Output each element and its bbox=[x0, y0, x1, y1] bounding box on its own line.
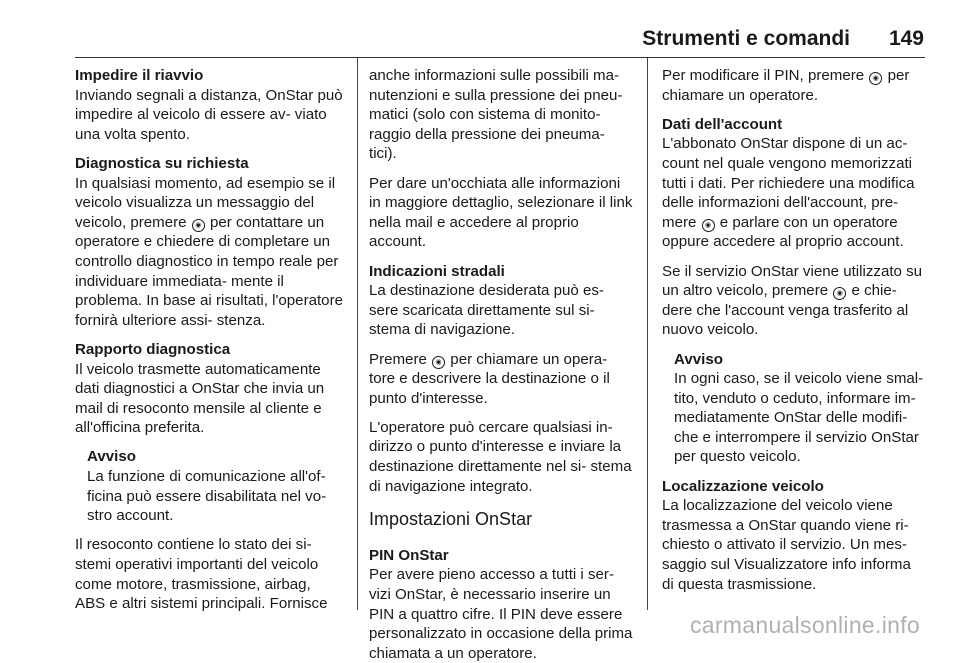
column-1 bbox=[75, 66, 343, 623]
column-divider-1 bbox=[357, 58, 358, 610]
column-3 bbox=[662, 66, 926, 594]
section-localizzazione-veicolo bbox=[662, 477, 926, 595]
onstar-button-icon: ◉ bbox=[192, 219, 205, 232]
onstar-button-icon: ◉ bbox=[869, 72, 882, 85]
paragraph: Se il servizio OnStar viene utilizzato su un altro veicolo, premere ◉ e chie- dere che l'account venga trasferito al nuovo veicolo. bbox=[662, 262, 923, 339]
section-heading: Diagnostica su richiesta bbox=[75, 154, 249, 172]
onstar-button-icon: ◉ bbox=[432, 356, 445, 369]
paragraph: anche informazioni sulle possibili ma- nutenzioni e sulla pressione dei pneu- matici (solo con sistema di monito- raggio della pressione dei pneuma- tici). bbox=[369, 67, 623, 163]
paragraph: Per avere pieno accesso a tutti i ser- vizi OnStar, è necessario inserire un PIN a quattro cifre. Il PIN deve essere personalizzato in occasione della prima chiamata a un operatore. bbox=[369, 566, 633, 662]
section-indicazioni-stradali bbox=[369, 262, 635, 340]
section-title: Impostazioni OnStar bbox=[369, 508, 533, 529]
notice-heading: Avviso bbox=[674, 350, 723, 368]
section-rapporto-diagnostica bbox=[75, 340, 343, 438]
onstar-button-icon: ◉ bbox=[833, 287, 846, 300]
header-title: Strumenti e comandi bbox=[642, 27, 850, 50]
paragraph: Inviando segnali a distanza, OnStar può impedire al veicolo di essere av- viato una volta spento. bbox=[75, 86, 343, 143]
paragraph: L'operatore può cercare qualsiasi in- dirizzo o punto d'interesse e inviare la destinazione direttamente nel si- stema di navigazione integrato. bbox=[369, 418, 632, 495]
column-divider-2 bbox=[647, 58, 648, 610]
watermark: carmanualsonline.info bbox=[689, 612, 920, 638]
column-2 bbox=[369, 66, 635, 663]
paragraph: Il veicolo trasmette automaticamente dati diagnostici a OnStar che invia un mail di resoconto mensile al cliente e all'officina preferita. bbox=[75, 360, 325, 437]
paragraph: L'abbonato OnStar dispone di un ac- count nel quale vengono memorizzati tutti i dati. Per richiedere una modifica delle informazioni dell'account, pre- mere ◉ e parlare con un operatore oppure accedere al proprio account. bbox=[662, 135, 915, 251]
paragraph: Il resoconto contiene lo stato dei si- stemi operativi importanti del veicolo come motore, trasmissione, airbag, ABS e altri sistemi principali. Fornisce bbox=[75, 536, 328, 613]
paragraph: La destinazione desiderata può es- sere scaricata direttamente sul si- stema di navigazione. bbox=[369, 282, 604, 339]
onstar-button-icon: ◉ bbox=[702, 219, 715, 232]
notice-text: In ogni caso, se il veicolo viene smal- tito, venduto o ceduto, informare im- mediatamente OnStar delle modifi- che e interrompere il servizio OnStar per questo veicolo. bbox=[674, 370, 924, 466]
page-number: 149 bbox=[888, 27, 924, 50]
section-heading: Impedire il riavvio bbox=[75, 67, 204, 84]
section-pin-onstar bbox=[369, 546, 635, 663]
notice-heading: Avviso bbox=[87, 448, 136, 466]
notice-box bbox=[87, 447, 343, 525]
header-rule bbox=[75, 57, 925, 58]
paragraph: Premere ◉ per chiamare un opera- tore e descrivere la destinazione o il punto d'interesse. bbox=[369, 350, 610, 407]
section-impedire-riavvio bbox=[75, 66, 343, 144]
page-header bbox=[0, 0, 960, 56]
section-dati-account bbox=[662, 115, 926, 252]
paragraph: In qualsiasi momento, ad esempio se il veicolo visualizza un messaggio del veicolo, premere ◉ per contattare un operatore e chiedere di completare un controllo diagnostico in tempo reale per individuare immediata- mente il problema. In base ai risultati, l'operatore fornirà ulteriore assi- stenza. bbox=[75, 174, 344, 329]
section-heading: Rapporto diagnostica bbox=[75, 340, 231, 358]
section-diagnostica-richiesta bbox=[75, 154, 343, 330]
section-heading: Indicazioni stradali bbox=[369, 262, 505, 280]
notice-text: La funzione di comunicazione all'of- ficina può essere disabilitata nel vo- stro account. bbox=[87, 468, 327, 525]
section-heading: PIN OnStar bbox=[369, 546, 449, 564]
notice-box bbox=[674, 350, 926, 468]
section-heading: Dati dell'account bbox=[662, 115, 783, 133]
paragraph: Per modificare il PIN, premere ◉ per chiamare un operatore. bbox=[662, 67, 910, 104]
section-heading: Localizzazione veicolo bbox=[662, 477, 824, 495]
paragraph: Per dare un'occhiata alle informazioni in maggiore dettaglio, selezionare il link nella mail e accedere al proprio account. bbox=[369, 174, 633, 251]
paragraph: La localizzazione del veicolo viene trasmessa a OnStar quando viene ri- chiesto o attivato il servizio. Un mes- saggio sul Visualizzatore info informa di questa trasmissione. bbox=[662, 497, 911, 593]
